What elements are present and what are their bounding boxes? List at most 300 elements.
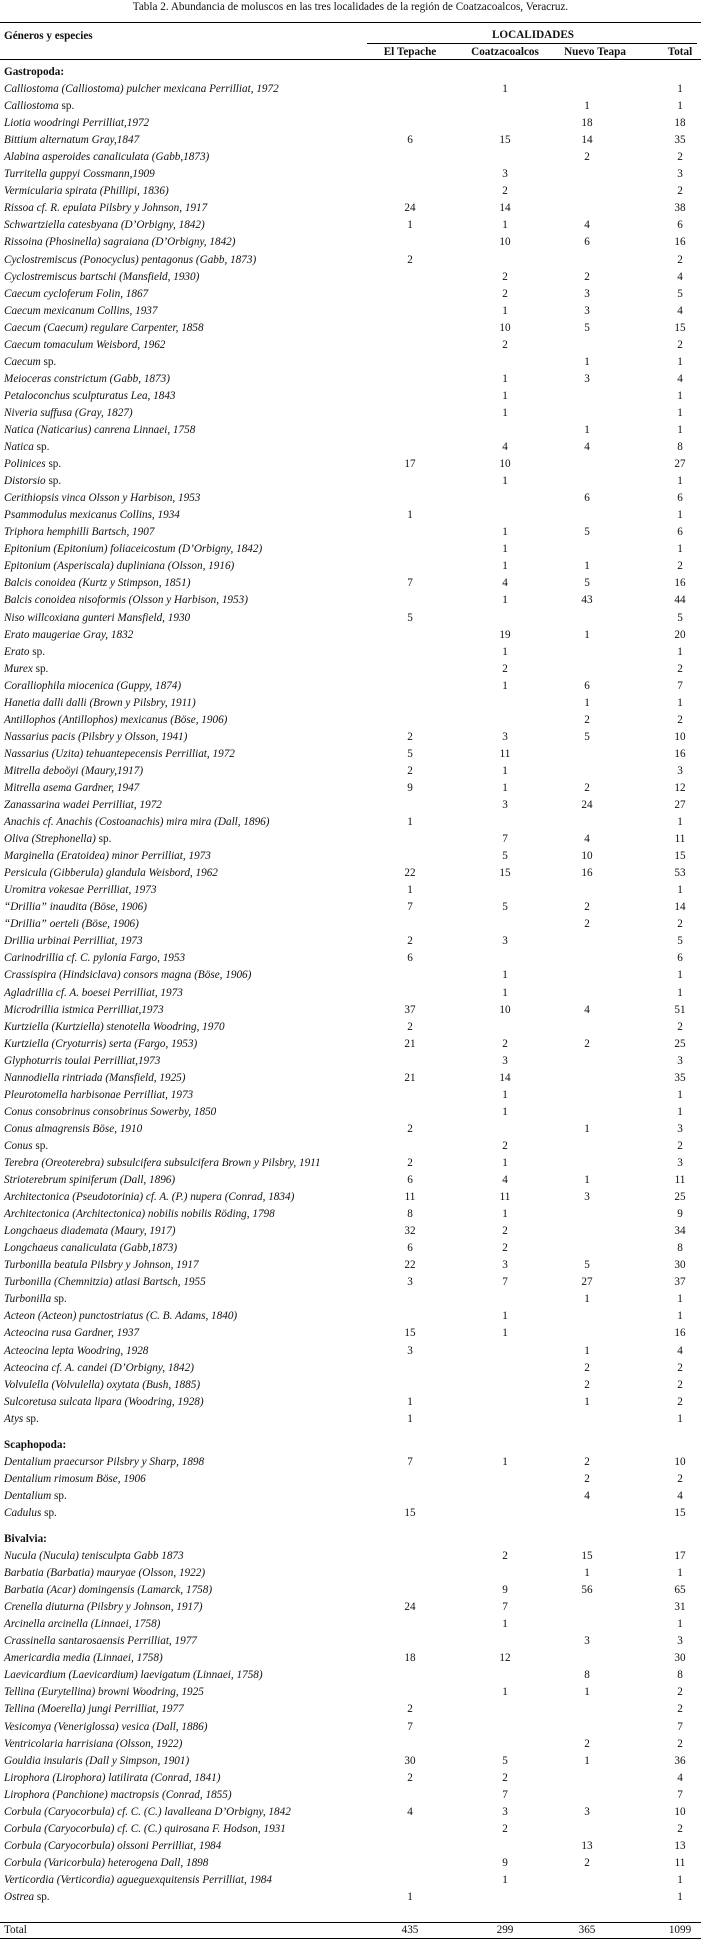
cell-nuevo-teapa: 2 bbox=[584, 1455, 590, 1468]
cell-total: 1 bbox=[677, 1310, 683, 1323]
cell-el-tepache: 2 bbox=[407, 253, 413, 266]
cell-el-tepache: 6 bbox=[407, 1242, 413, 1255]
table-row bbox=[0, 200, 701, 217]
cell-nuevo-teapa: 1 bbox=[584, 355, 590, 368]
table-row bbox=[0, 899, 701, 916]
total-row bbox=[0, 1922, 701, 1939]
cell-coatzacoalcos: 1 bbox=[502, 389, 508, 402]
cell-coatzacoalcos: 1 bbox=[502, 1618, 508, 1631]
species-name: Zanassarina wadei Perrilliat, 1972 bbox=[4, 799, 162, 812]
cell-el-tepache: 1 bbox=[407, 509, 413, 522]
species-name: Verticordia (Verticordia) agueguexquitensis Perrilliat, 1984 bbox=[4, 1873, 272, 1886]
cell-nuevo-teapa: 3 bbox=[584, 372, 590, 385]
species-name: Glyphoturris toulai Perrilliat,1973 bbox=[4, 1054, 161, 1067]
species-name: Turbonilla beatula Pilsbry y Johnson, 1917 bbox=[4, 1259, 199, 1272]
table-caption: Tabla 2. Abundancia de moluscos en las tres localidades de la región de Coatzacoalcos, Veracruz. bbox=[132, 1, 569, 13]
cell-nuevo-teapa: 2 bbox=[584, 1856, 590, 1869]
cell-nuevo-teapa: 2 bbox=[584, 901, 590, 914]
cell-coatzacoalcos: 3 bbox=[502, 935, 508, 948]
cell-total: 9 bbox=[677, 1208, 683, 1221]
cell-total: 1 bbox=[677, 355, 683, 368]
cell-nuevo-teapa: 2 bbox=[584, 918, 590, 931]
table-row bbox=[0, 1206, 701, 1223]
cell-el-tepache: 6 bbox=[407, 134, 413, 147]
cell-total: 44 bbox=[674, 594, 686, 607]
table-row bbox=[0, 1121, 701, 1138]
cell-el-tepache: 1 bbox=[407, 1395, 413, 1408]
cell-total: 4 bbox=[677, 1489, 683, 1502]
species-name: Psammodulus mexicanus Collins, 1934 bbox=[4, 509, 180, 522]
table-row bbox=[0, 1753, 701, 1770]
cell-coatzacoalcos: 10 bbox=[499, 1003, 511, 1016]
cell-nuevo-teapa: 5 bbox=[584, 526, 590, 539]
cell-total: 16 bbox=[674, 577, 686, 590]
species-name: Corbula (Caryocorbula) cf. C. (C.) lavalleana D’Orbigny, 1842 bbox=[4, 1805, 291, 1818]
cell-nuevo-teapa: 3 bbox=[584, 304, 590, 317]
cell-total: 34 bbox=[674, 1225, 686, 1238]
species-name: Microdrillia istmica Perrilliat,1973 bbox=[4, 1003, 164, 1016]
species-name: Crenella diuturna (Pilsbry y Johnson, 1917) bbox=[4, 1601, 203, 1614]
species-name: Nucula (Nucula) tenisculpta Gabb 1873 bbox=[4, 1550, 184, 1563]
table-row bbox=[0, 1548, 701, 1565]
cell-coatzacoalcos: 1 bbox=[502, 1105, 508, 1118]
table-row bbox=[0, 1565, 701, 1582]
table-row bbox=[0, 1172, 701, 1189]
table-row bbox=[0, 405, 701, 422]
species-name: Caecum (Caecum) regulare Carpenter, 1858 bbox=[4, 321, 204, 334]
species-name: Hanetia dalli dalli (Brown y Pilsbry, 1911) bbox=[4, 696, 196, 709]
table-row bbox=[0, 592, 701, 609]
cell-total: 27 bbox=[674, 799, 686, 812]
cell-total: 2 bbox=[677, 918, 683, 931]
cell-el-tepache: 2 bbox=[407, 1020, 413, 1033]
cell-coatzacoalcos: 1 bbox=[502, 543, 508, 556]
cell-el-tepache: 2 bbox=[407, 1771, 413, 1784]
cell-total: 31 bbox=[674, 1601, 686, 1614]
cell-total: 2 bbox=[677, 713, 683, 726]
species-name: Vermicularia spirata (Phillipi, 1836) bbox=[4, 185, 169, 198]
cell-total: 38 bbox=[674, 202, 686, 215]
cell-nuevo-teapa: 1 bbox=[584, 1567, 590, 1580]
cell-coatzacoalcos: 9 bbox=[502, 1856, 508, 1869]
cell-el-tepache: 1 bbox=[407, 1412, 413, 1425]
table-row bbox=[0, 1240, 701, 1257]
table-row bbox=[0, 644, 701, 661]
species-name: Barbatia (Acar) domingensis (Lamarck, 1758) bbox=[4, 1584, 213, 1597]
cell-nuevo-teapa: 4 bbox=[584, 441, 590, 454]
table-header bbox=[0, 22, 701, 60]
cell-coatzacoalcos: 1 bbox=[502, 764, 508, 777]
table-row bbox=[0, 473, 701, 490]
cell-total: 7 bbox=[677, 679, 683, 692]
cell-nuevo-teapa: 1 bbox=[584, 696, 590, 709]
cell-coatzacoalcos: 7 bbox=[502, 1276, 508, 1289]
cell-coatzacoalcos: 2 bbox=[502, 1225, 508, 1238]
species-name: Murex sp. bbox=[4, 662, 49, 675]
table-row bbox=[0, 985, 701, 1002]
table-row bbox=[0, 1471, 701, 1488]
cell-nuevo-teapa: 6 bbox=[584, 492, 590, 505]
cell-nuevo-teapa: 2 bbox=[584, 1472, 590, 1485]
cell-nuevo-teapa: 1 bbox=[584, 423, 590, 436]
cell-el-tepache: 2 bbox=[407, 764, 413, 777]
cell-total: 1 bbox=[677, 1567, 683, 1580]
species-name: Niveria suffusa (Gray, 1827) bbox=[4, 406, 133, 419]
cell-el-tepache: 2 bbox=[407, 1157, 413, 1169]
cell-el-tepache: 30 bbox=[404, 1754, 416, 1767]
cell-total: 2 bbox=[677, 1139, 683, 1152]
cell-coatzacoalcos: 3 bbox=[502, 1054, 508, 1067]
table-row bbox=[0, 1019, 701, 1036]
table-row bbox=[0, 456, 701, 473]
species-name: Erato maugeriae Gray, 1832 bbox=[4, 628, 134, 641]
cell-el-tepache: 6 bbox=[407, 1174, 413, 1187]
cell-el-tepache: 6 bbox=[407, 952, 413, 965]
table-row bbox=[0, 1454, 701, 1471]
cell-nuevo-teapa: 6 bbox=[584, 236, 590, 249]
table-row bbox=[0, 1855, 701, 1872]
species-name: Persicula (Gibberula) glandula Weisbord, 1962 bbox=[4, 867, 218, 880]
table-row bbox=[0, 490, 701, 507]
cell-total: 2 bbox=[677, 560, 683, 573]
cell-coatzacoalcos: 5 bbox=[502, 850, 508, 863]
species-name: Anachis cf. Anachis (Costoanachis) mira mira (Dall, 1896) bbox=[4, 816, 270, 829]
cell-nuevo-teapa: 43 bbox=[581, 594, 593, 607]
species-name: Turritella guppyi Cossmann,1909 bbox=[4, 168, 155, 181]
species-name: Alabina asperoides canaliculata (Gabb,1873) bbox=[4, 151, 210, 164]
table-row bbox=[0, 1104, 701, 1121]
species-name: Arcinella arcinella (Linnaei, 1758) bbox=[4, 1618, 161, 1631]
table-row bbox=[0, 1138, 701, 1155]
table-row bbox=[0, 678, 701, 695]
cell-total: 4 bbox=[677, 1771, 683, 1784]
cell-el-tepache: 1 bbox=[407, 1890, 413, 1903]
table-row bbox=[0, 610, 701, 627]
cell-nuevo-teapa: 1 bbox=[584, 1293, 590, 1306]
species-name: Antillophos (Antillophos) mexicanus (Böse, 1906) bbox=[4, 713, 228, 726]
cell-coatzacoalcos: 2 bbox=[502, 1037, 508, 1050]
cell-coatzacoalcos: 11 bbox=[499, 747, 511, 760]
cell-total: 1 bbox=[677, 1873, 683, 1886]
table-row bbox=[0, 1360, 701, 1377]
cell-total: 8 bbox=[677, 441, 683, 454]
cell-coatzacoalcos: 2 bbox=[502, 1139, 508, 1152]
cell-nuevo-teapa: 3 bbox=[584, 287, 590, 300]
cell-el-tepache: 2 bbox=[407, 935, 413, 948]
species-name: Mitrella deboöyi (Maury,1917) bbox=[4, 764, 144, 777]
cell-coatzacoalcos: 1 bbox=[502, 560, 508, 573]
cell-el-tepache: 24 bbox=[404, 1601, 416, 1614]
cell-total: 2 bbox=[677, 1361, 683, 1374]
cell-coatzacoalcos: 10 bbox=[499, 236, 511, 249]
table-row bbox=[0, 1719, 701, 1736]
cell-coatzacoalcos: 2 bbox=[502, 270, 508, 283]
table-row bbox=[0, 1736, 701, 1753]
cell-nuevo-teapa: 5 bbox=[584, 577, 590, 590]
table-row bbox=[0, 1155, 701, 1172]
cell-total: 25 bbox=[674, 1191, 686, 1204]
table-row bbox=[0, 320, 701, 337]
table-row bbox=[0, 524, 701, 541]
species-name: Kurtziella (Cryoturris) serta (Fargo, 1953) bbox=[4, 1037, 198, 1050]
species-name: Marginella (Eratoidea) minor Perrilliat, 1973 bbox=[4, 850, 211, 863]
group-heading bbox=[0, 1437, 701, 1454]
table-row bbox=[0, 1505, 701, 1522]
table-row bbox=[0, 252, 701, 269]
cell-total: 12 bbox=[674, 781, 686, 794]
cell-nuevo-teapa: 18 bbox=[581, 117, 593, 130]
table-row bbox=[0, 1889, 701, 1906]
species-name: Architectonica (Architectonica) nobilis nobilis Röding, 1798 bbox=[4, 1208, 275, 1221]
table-row bbox=[0, 98, 701, 115]
cell-coatzacoalcos: 1 bbox=[502, 679, 508, 692]
table-row bbox=[0, 1616, 701, 1633]
cell-nuevo-teapa: 3 bbox=[584, 1635, 590, 1648]
table-row bbox=[0, 729, 701, 746]
species-name: Gouldia insularis (Dall y Simpson, 1901) bbox=[4, 1754, 190, 1767]
cell-nuevo-teapa: 2 bbox=[584, 1737, 590, 1750]
species-name: Acteocina lepta Woodring, 1928 bbox=[4, 1344, 149, 1357]
cell-total: 15 bbox=[674, 1506, 686, 1519]
cell-el-tepache: 17 bbox=[404, 458, 416, 471]
species-name: Rissoina (Phosinella) sagraiana (D’Orbigny, 1842) bbox=[4, 236, 236, 249]
table-row bbox=[0, 507, 701, 524]
cell-el-tepache: 18 bbox=[404, 1652, 416, 1665]
table-row bbox=[0, 1274, 701, 1291]
cell-el-tepache: 11 bbox=[404, 1191, 416, 1204]
species-name: Corbula (Varicorbula) heterogena Dall, 1898 bbox=[4, 1856, 209, 1869]
cell-coatzacoalcos: 1 bbox=[502, 781, 508, 794]
cell-total: 1 bbox=[677, 83, 683, 96]
species-name: Mitrella asema Gardner, 1947 bbox=[4, 781, 140, 794]
cell-el-tepache: 15 bbox=[404, 1506, 416, 1519]
cell-total: 7 bbox=[677, 1720, 683, 1733]
cell-total: 13 bbox=[674, 1839, 686, 1852]
cell-coatzacoalcos: 11 bbox=[499, 1191, 511, 1204]
cell-total: 5 bbox=[677, 287, 683, 300]
cell-el-tepache: 4 bbox=[407, 1805, 413, 1818]
cell-coatzacoalcos: 2 bbox=[502, 662, 508, 675]
cell-total: 37 bbox=[674, 1276, 686, 1289]
cell-nuevo-teapa: 10 bbox=[581, 850, 593, 863]
species-name: Caecum cycloferum Folin, 1867 bbox=[4, 287, 149, 300]
cell-total: 35 bbox=[674, 134, 686, 147]
cell-coatzacoalcos: 12 bbox=[499, 1652, 511, 1665]
table-row bbox=[0, 916, 701, 933]
cell-el-tepache: 7 bbox=[407, 577, 413, 590]
cell-nuevo-teapa: 1 bbox=[584, 1395, 590, 1408]
cell-el-tepache: 2 bbox=[407, 730, 413, 743]
species-name: Polinices sp. bbox=[4, 458, 62, 471]
cell-total: 1 bbox=[677, 1618, 683, 1631]
species-name: Balcis conoidea nisoformis (Olsson y Harbison, 1953) bbox=[4, 594, 248, 607]
table-row bbox=[0, 763, 701, 780]
cell-el-tepache: 32 bbox=[404, 1225, 416, 1238]
species-name: Epitonium (Epitonium) foliaceicostum (D’Orbigny, 1842) bbox=[4, 543, 263, 556]
cell-total: 1 bbox=[677, 696, 683, 709]
table-row bbox=[0, 541, 701, 558]
species-name: Balcis conoidea (Kurtz y Stimpson, 1851) bbox=[4, 577, 191, 590]
cell-coatzacoalcos: 5 bbox=[502, 1754, 508, 1767]
table-row bbox=[0, 865, 701, 882]
cell-nuevo-teapa: 4 bbox=[584, 833, 590, 846]
cell-el-tepache: 22 bbox=[404, 867, 416, 880]
cell-total: 2 bbox=[677, 253, 683, 266]
table-row bbox=[0, 848, 701, 865]
cell-total: 36 bbox=[674, 1754, 686, 1767]
cell-total: 3 bbox=[677, 1054, 683, 1067]
table-row bbox=[0, 1377, 701, 1394]
cell-nuevo-teapa: 24 bbox=[581, 799, 593, 812]
table-row bbox=[0, 371, 701, 388]
cell-total: 4 bbox=[677, 270, 683, 283]
cell-nuevo-teapa: 1 bbox=[584, 560, 590, 573]
species-name: Architectonica (Pseudotorinia) cf. A. (P.) nupera (Conrad, 1834) bbox=[4, 1191, 295, 1204]
species-name: Turbonilla (Chemnitzia) atlasi Bartsch, 1955 bbox=[4, 1276, 206, 1289]
cell-total: 1 bbox=[677, 406, 683, 419]
group-title: Gastropoda: bbox=[4, 66, 65, 78]
total-total: 1099 bbox=[668, 1924, 692, 1936]
cell-coatzacoalcos: 1 bbox=[502, 526, 508, 539]
cell-total: 17 bbox=[674, 1550, 686, 1563]
cell-coatzacoalcos: 15 bbox=[499, 867, 511, 880]
cell-nuevo-teapa: 1 bbox=[584, 1686, 590, 1699]
cell-coatzacoalcos: 3 bbox=[502, 799, 508, 812]
species-name: Conus sp. bbox=[4, 1139, 49, 1152]
cell-total: 1 bbox=[677, 816, 683, 829]
cell-total: 15 bbox=[674, 850, 686, 863]
cell-nuevo-teapa: 15 bbox=[581, 1550, 593, 1563]
table-row bbox=[0, 1189, 701, 1206]
cell-coatzacoalcos: 4 bbox=[502, 1174, 508, 1187]
cell-nuevo-teapa: 2 bbox=[584, 781, 590, 794]
cell-total: 11 bbox=[674, 833, 686, 846]
species-name: Carinodrillia cf. C. pylonia Fargo, 1953 bbox=[4, 952, 186, 965]
species-name: Caecum tomaculum Weisbord, 1962 bbox=[4, 338, 166, 351]
cell-coatzacoalcos: 14 bbox=[499, 202, 511, 215]
cell-total: 35 bbox=[674, 1071, 686, 1084]
cell-nuevo-teapa: 27 bbox=[581, 1276, 593, 1289]
species-name: Barbatia (Barbatia) mauryae (Olsson, 1922) bbox=[4, 1567, 206, 1580]
cell-nuevo-teapa: 6 bbox=[584, 679, 590, 692]
table-row bbox=[0, 439, 701, 456]
table-row bbox=[0, 831, 701, 848]
table-row bbox=[0, 1770, 701, 1787]
table-row bbox=[0, 1488, 701, 1505]
species-name: Meioceras constrictum (Gabb, 1873) bbox=[4, 372, 170, 385]
species-name: Ventricolaria harrisiana (Olsson, 1922) bbox=[4, 1737, 183, 1750]
cell-coatzacoalcos: 1 bbox=[502, 645, 508, 658]
species-name: Americardia media (Linnaei, 1758) bbox=[4, 1652, 163, 1665]
group-title: Bivalvia: bbox=[4, 1532, 47, 1545]
cell-total: 6 bbox=[677, 219, 683, 232]
cell-coatzacoalcos: 4 bbox=[502, 441, 508, 454]
table-row bbox=[0, 286, 701, 303]
cell-total: 3 bbox=[677, 1122, 683, 1135]
cell-nuevo-teapa: 2 bbox=[584, 1378, 590, 1391]
table-row bbox=[0, 1291, 701, 1308]
species-name: Erato sp. bbox=[4, 645, 46, 658]
table-row bbox=[0, 1257, 701, 1274]
cell-total: 27 bbox=[674, 458, 686, 471]
cell-nuevo-teapa: 5 bbox=[584, 730, 590, 743]
cell-total: 1 bbox=[677, 1412, 683, 1425]
cell-coatzacoalcos: 2 bbox=[502, 185, 508, 198]
cell-coatzacoalcos: 2 bbox=[502, 1242, 508, 1255]
cell-total: 16 bbox=[674, 747, 686, 760]
species-name: Agladrillia cf. A. boesei Perrilliat, 1973 bbox=[4, 986, 183, 999]
table-row bbox=[0, 967, 701, 984]
species-name: Tellina (Eurytellina) browni Woodring, 1925 bbox=[4, 1686, 204, 1699]
table-row bbox=[0, 814, 701, 831]
species-name: Lirophora (Panchione) mactropsis (Conrad, 1855) bbox=[4, 1788, 232, 1801]
cell-coatzacoalcos: 1 bbox=[502, 1455, 508, 1468]
species-name: Lirophora (Lirophora) latilirata (Conrad, 1841) bbox=[4, 1771, 221, 1784]
species-name: Niso willcoxiana gunteri Mansfield, 1930 bbox=[4, 611, 191, 624]
table-row bbox=[0, 882, 701, 899]
table-row bbox=[0, 712, 701, 729]
cell-total: 4 bbox=[677, 1344, 683, 1357]
cell-total: 1 bbox=[677, 1890, 683, 1903]
header-species: Géneros y especies bbox=[4, 30, 93, 42]
cell-coatzacoalcos: 10 bbox=[499, 321, 511, 334]
cell-total: 2 bbox=[677, 1395, 683, 1408]
cell-el-tepache: 24 bbox=[404, 202, 416, 215]
species-name: Atys sp. bbox=[4, 1412, 39, 1425]
species-name: Uromitra vokesae Perrilliat, 1973 bbox=[4, 884, 157, 897]
cell-total: 1 bbox=[677, 884, 683, 897]
table-row bbox=[0, 1325, 701, 1342]
header-localidades: LOCALIDADES bbox=[491, 29, 575, 41]
table-row bbox=[0, 1701, 701, 1718]
cell-el-tepache: 8 bbox=[407, 1208, 413, 1221]
cell-nuevo-teapa: 8 bbox=[584, 1669, 590, 1682]
table-row bbox=[0, 234, 701, 251]
cell-coatzacoalcos: 1 bbox=[502, 1157, 508, 1169]
cell-total: 5 bbox=[677, 935, 683, 948]
cell-total: 10 bbox=[674, 730, 686, 743]
cell-total: 51 bbox=[674, 1003, 686, 1016]
species-name: Dentalium praecursor Pilsbry y Sharp, 1898 bbox=[4, 1455, 205, 1468]
cell-el-tepache: 5 bbox=[407, 611, 413, 624]
cell-coatzacoalcos: 7 bbox=[502, 833, 508, 846]
cell-total: 16 bbox=[674, 1327, 686, 1340]
cell-total: 4 bbox=[677, 372, 683, 385]
cell-total: 1 bbox=[677, 1293, 683, 1306]
group-title: Scaphopoda: bbox=[4, 1438, 67, 1451]
cell-nuevo-teapa: 2 bbox=[584, 1361, 590, 1374]
group-heading bbox=[0, 64, 701, 81]
table-row bbox=[0, 695, 701, 712]
species-name: Acteocina cf. A. candei (D’Orbigny, 1842) bbox=[4, 1361, 194, 1374]
species-name: Nassarius (Uzita) tehuantepecensis Perrilliat, 1972 bbox=[4, 747, 235, 760]
species-name: Acteon (Acteon) punctostriatus (C. B. Adams, 1840) bbox=[4, 1310, 238, 1323]
species-name: “Drillia” inaudita (Böse, 1906) bbox=[4, 901, 147, 914]
species-name: Ostrea sp. bbox=[4, 1890, 50, 1903]
species-name: Caecum mexicanum Collins, 1937 bbox=[4, 304, 158, 317]
cell-nuevo-teapa: 1 bbox=[584, 1174, 590, 1187]
table-row bbox=[0, 1684, 701, 1701]
cell-coatzacoalcos: 3 bbox=[502, 730, 508, 743]
table-row bbox=[0, 1821, 701, 1838]
table-row bbox=[0, 1308, 701, 1325]
cell-coatzacoalcos: 2 bbox=[502, 338, 508, 351]
species-name: Coralliophila miocenica (Guppy, 1874) bbox=[4, 679, 182, 692]
cell-total: 1 bbox=[677, 1088, 683, 1101]
cell-total: 8 bbox=[677, 1242, 683, 1255]
cell-coatzacoalcos: 9 bbox=[502, 1584, 508, 1597]
species-name: Nannodiella rintriada (Mansfield, 1925) bbox=[4, 1071, 186, 1084]
